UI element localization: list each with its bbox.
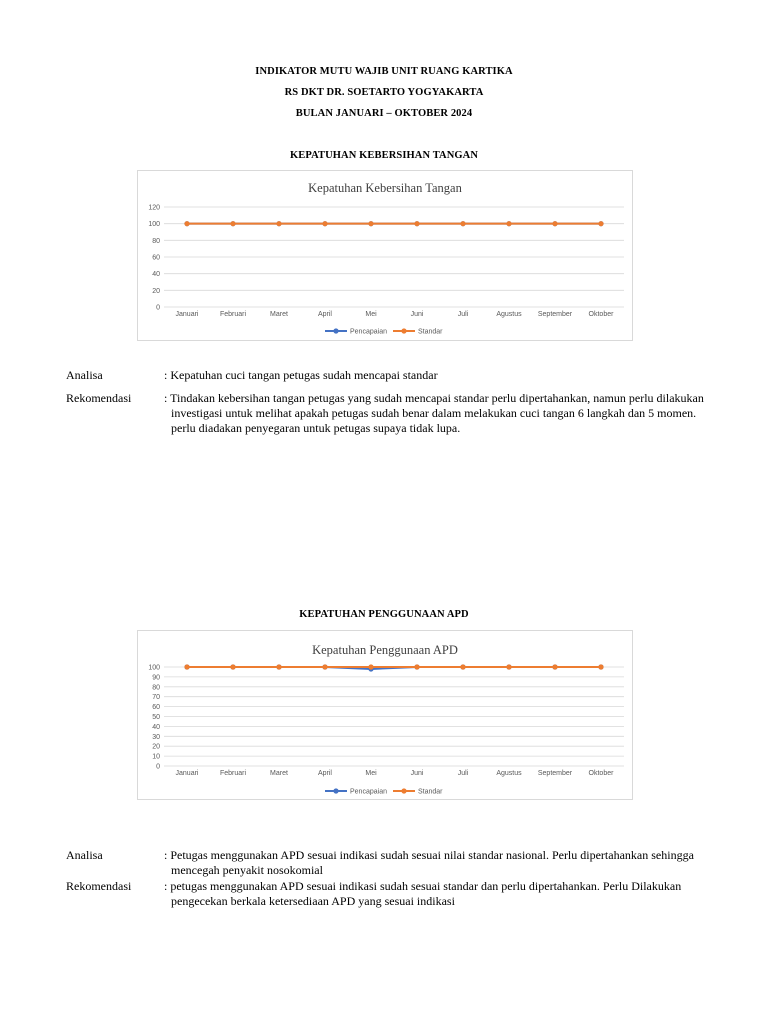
legend-marker: [401, 788, 406, 793]
x-tick-label: April: [317, 311, 333, 318]
x-tick-label: Maret: [270, 311, 288, 318]
data-point: [506, 664, 511, 669]
x-tick-label: Juni: [410, 770, 424, 777]
y-tick-label: 20: [152, 743, 160, 751]
y-tick-label: 30: [152, 733, 160, 741]
legend-label: Standar: [418, 788, 443, 796]
doc-title-line2: RS DKT DR. SOETARTO YOGYAKARTA: [284, 87, 484, 98]
data-point: [322, 221, 327, 226]
doc-title-line1: INDIKATOR MUTU WAJIB UNIT RUANG KARTIKA: [255, 66, 513, 77]
data-point: [184, 221, 189, 226]
section2-analisa-text: : Petugas menggunakan APD sesuai indikasi sudah sesuai nilai standar nasional. Perlu dipertahankan sehingga mencegah penyakit nosokomial: [164, 848, 694, 877]
x-tick-label: Oktober: [588, 311, 614, 318]
y-tick-label: 60: [152, 254, 160, 262]
y-tick-label: 60: [152, 704, 160, 712]
x-tick-label: Juni: [410, 311, 424, 318]
data-point: [414, 664, 419, 669]
section2-analisa-label: Analisa: [66, 848, 103, 862]
section2-rekomendasi-text: : petugas menggunakan APD sesuai indikasi sudah sesuai standar dan perlu dipertahankan. Perlu Dilakukan pengecekan berkala ketersediaan APD yang sesuai indikasi: [164, 879, 682, 908]
section2-rekomendasi-label: Rekomendasi: [66, 879, 132, 893]
y-tick-label: 20: [152, 287, 160, 295]
chart2-svg: [138, 631, 632, 799]
y-tick-label: 70: [152, 694, 160, 702]
x-tick-label: Juli: [457, 311, 469, 318]
section1-rekomendasi-label: Rekomendasi: [66, 391, 132, 405]
y-tick-label: 100: [148, 221, 160, 229]
legend-marker: [401, 328, 406, 333]
y-tick-label: 120: [148, 204, 160, 212]
section1-analisa-label: Analisa: [66, 368, 103, 382]
data-point: [598, 221, 603, 226]
data-point: [598, 664, 603, 669]
data-point: [460, 221, 465, 226]
section1-analisa-text: : Kepatuhan cuci tangan petugas sudah mencapai standar: [164, 368, 438, 382]
data-point: [460, 664, 465, 669]
y-tick-label: 40: [152, 723, 160, 731]
y-tick-label: 50: [152, 714, 160, 721]
legend-label: Pencapaian: [350, 788, 387, 796]
y-tick-label: 100: [148, 664, 160, 672]
section2-heading: KEPATUHAN PENGGUNAAN APD: [299, 609, 469, 620]
x-tick-label: Februari: [219, 311, 247, 318]
x-tick-label: Januari: [175, 311, 199, 318]
y-tick-label: 0: [156, 304, 160, 312]
y-tick-label: 80: [152, 684, 160, 692]
chart1-container: [137, 170, 633, 341]
data-point: [414, 221, 419, 226]
chart1-svg: [138, 171, 632, 340]
y-tick-label: 80: [152, 237, 160, 245]
data-point: [552, 221, 557, 226]
data-point: [506, 221, 511, 226]
data-point: [230, 664, 235, 669]
x-tick-label: Oktober: [588, 770, 614, 777]
data-point: [230, 221, 235, 226]
chart2-container: [137, 630, 633, 800]
x-tick-label: April: [317, 770, 333, 777]
y-tick-label: 90: [152, 674, 160, 682]
doc-title-line3: BULAN JANUARI – OKTOBER 2024: [295, 108, 473, 119]
data-point: [322, 664, 327, 669]
data-point: [184, 664, 189, 669]
x-tick-label: Maret: [270, 770, 288, 777]
data-point: [276, 664, 281, 669]
x-tick-label: Februari: [219, 770, 247, 777]
x-tick-label: Mei: [365, 311, 377, 318]
x-tick-label: Mei: [365, 770, 377, 777]
data-point: [276, 221, 281, 226]
x-tick-label: September: [537, 311, 573, 318]
legend-label: Standar: [418, 328, 443, 336]
x-tick-label: Januari: [175, 770, 199, 777]
section1-rekomendasi-text: : Tindakan kebersihan tangan petugas yang sudah mencapai standar perlu dipertahankan, namun perlu dilakukan investigasi untuk melihat apakah petugas sudah benar dalam melakukan cuci tangan 6 langkah dan 5 momen. perlu diadakan penyegaran untuk petugas supaya tidak lupa.: [164, 391, 704, 435]
data-point: [368, 221, 373, 226]
y-tick-label: 10: [152, 753, 160, 761]
x-tick-label: Juli: [457, 770, 469, 777]
chart-title: Kepatuhan Penggunaan APD: [312, 643, 458, 657]
legend-label: Pencapaian: [350, 328, 387, 336]
x-tick-label: Agustus: [496, 770, 522, 777]
data-point: [368, 664, 373, 669]
y-tick-label: 40: [152, 271, 160, 279]
section1-heading: KEPATUHAN KEBERSIHAN TANGAN: [289, 150, 479, 161]
legend-marker: [333, 788, 338, 793]
data-point: [552, 664, 557, 669]
chart-title: Kepatuhan Kebersihan Tangan: [308, 181, 462, 195]
x-tick-label: Agustus: [496, 311, 522, 318]
x-tick-label: September: [537, 770, 573, 777]
legend-marker: [333, 328, 338, 333]
y-tick-label: 0: [156, 763, 160, 771]
